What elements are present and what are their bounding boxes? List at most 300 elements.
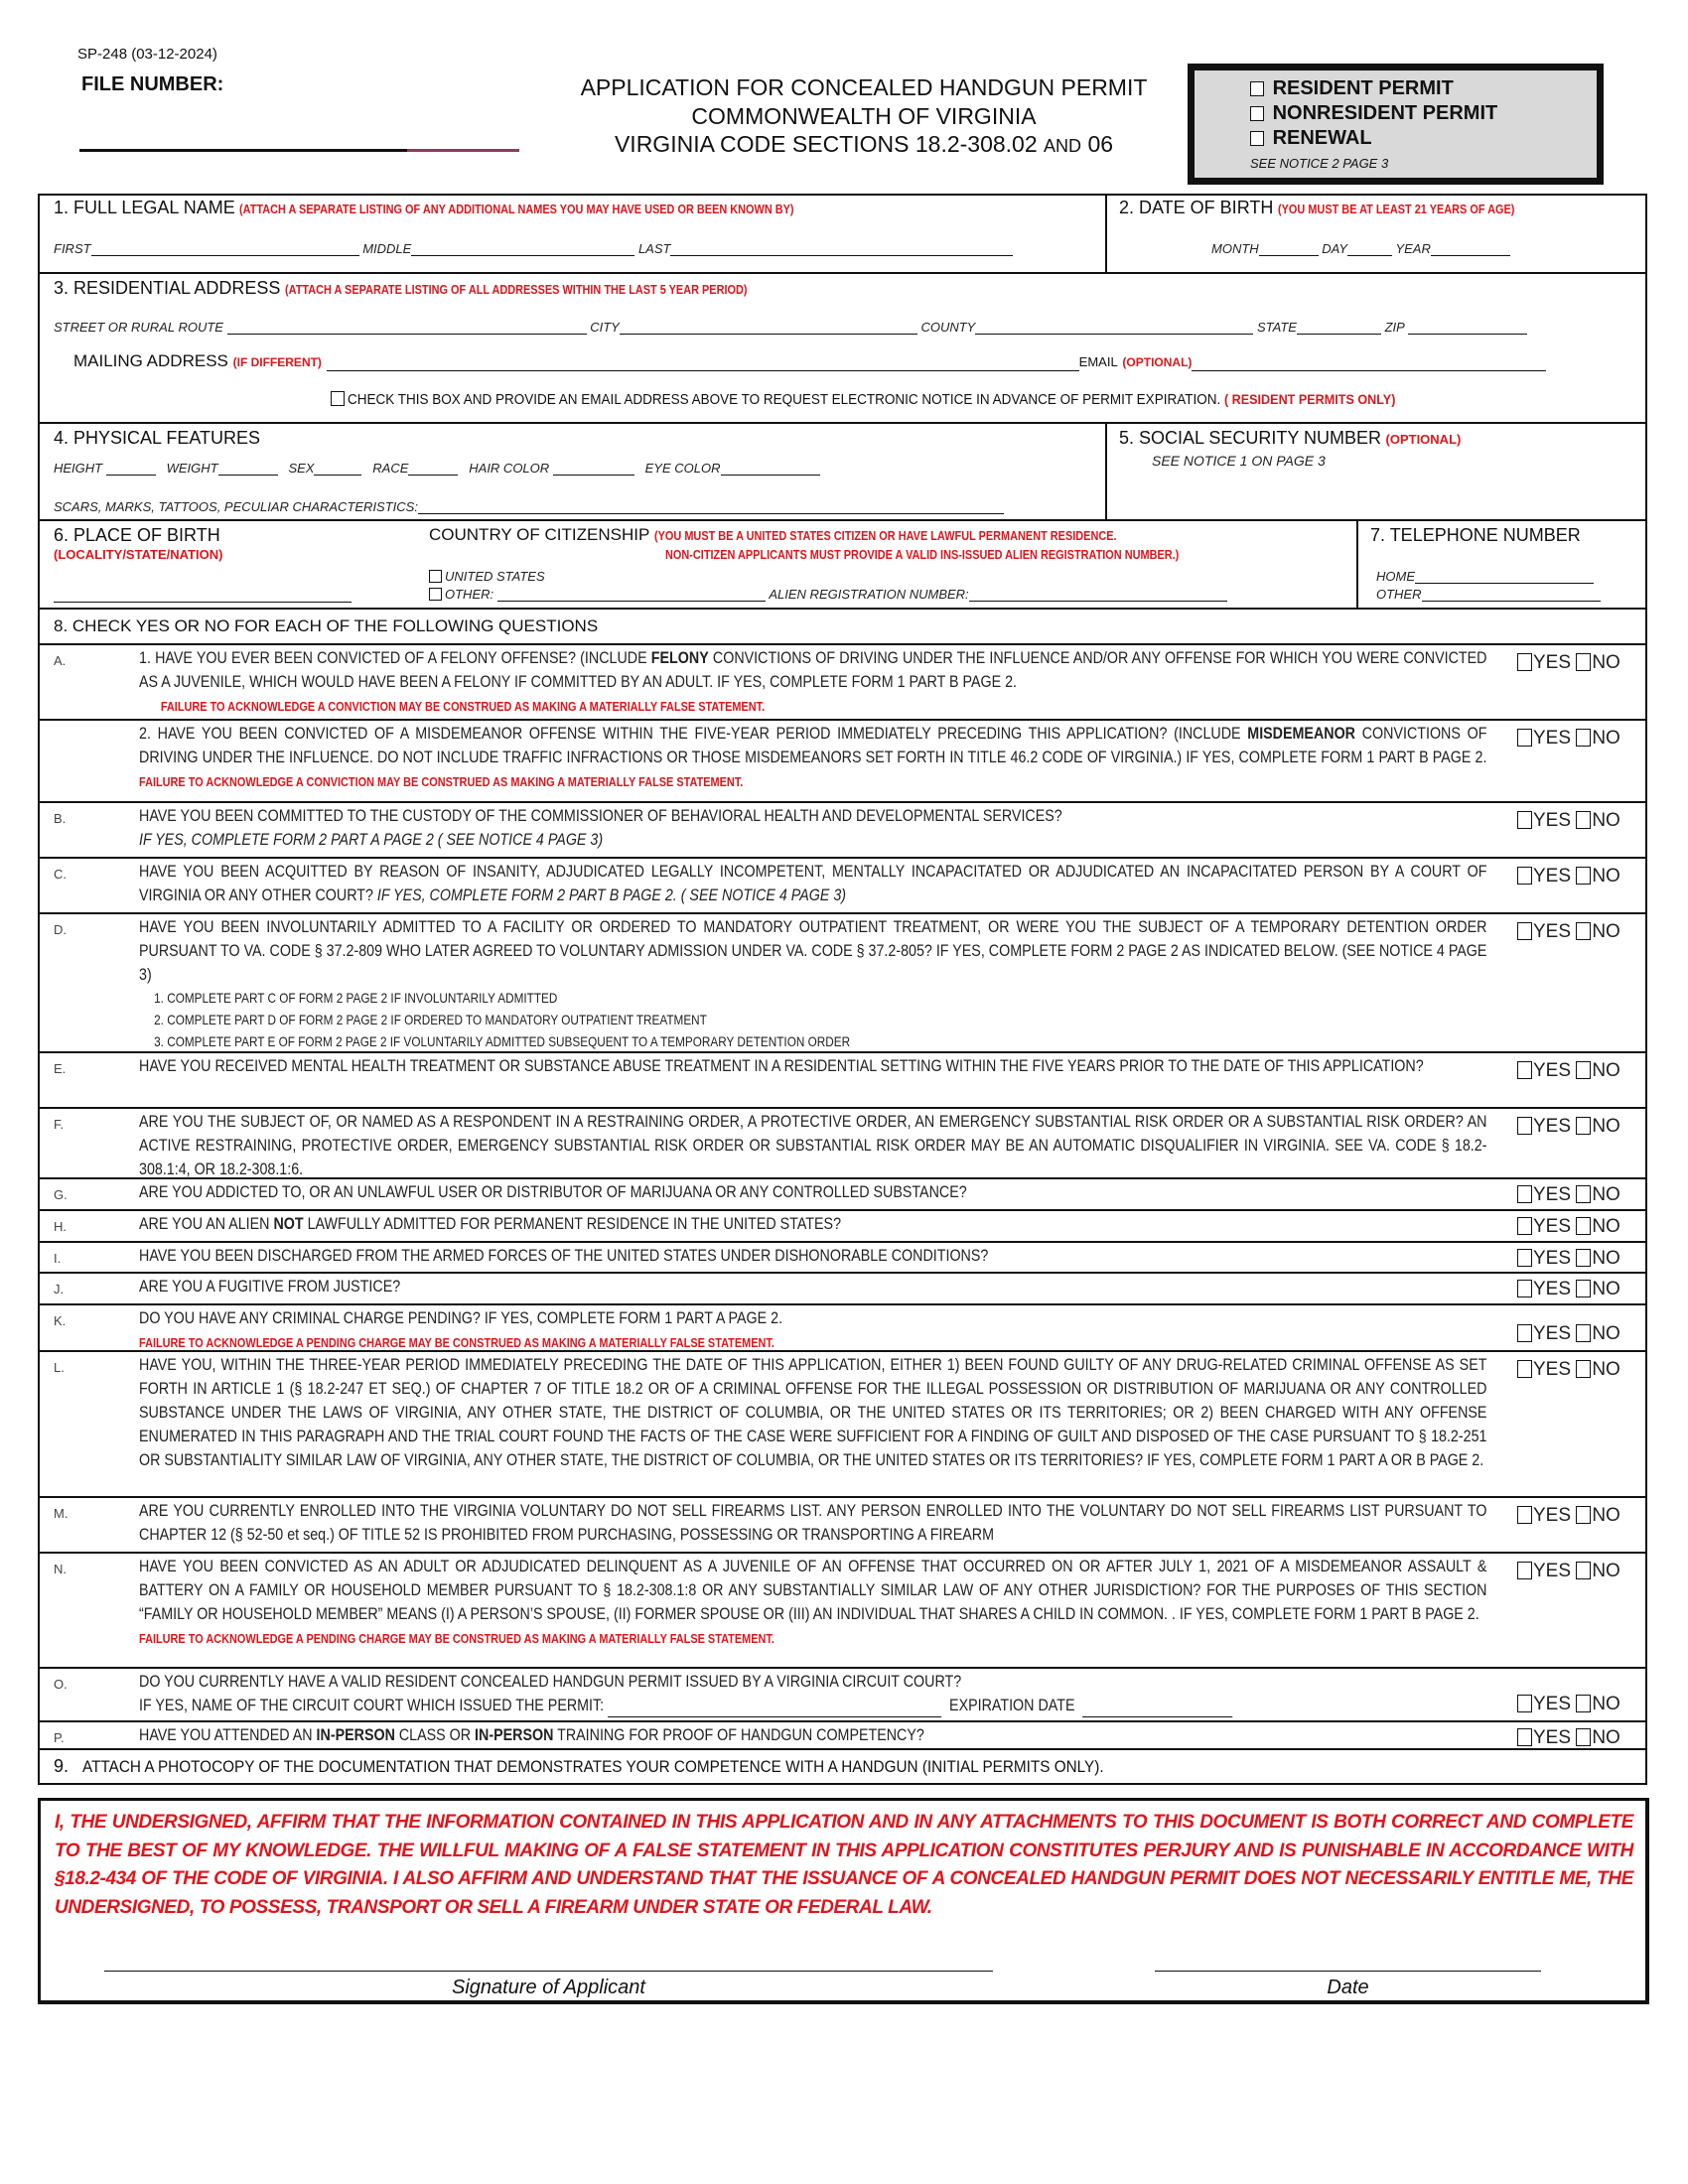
- hair-label: HAIR COLOR: [469, 461, 550, 476]
- row-address: [40, 272, 1645, 422]
- yes-checkbox[interactable]: [1517, 1061, 1532, 1079]
- question-text: 2. HAVE YOU BEEN CONVICTED OF A MISDEMEANOR OFFENSE WITHIN THE FIVE-YEAR PERIOD IMMEDIATELY PRECEDING THIS APPLICATION? (INCLUDE: [139, 724, 1248, 743]
- yes-checkbox[interactable]: [1517, 1324, 1532, 1342]
- yes-no-group: [1517, 1358, 1620, 1382]
- telephone-label: 7. TELEPHONE NUMBER: [1370, 525, 1581, 545]
- question-emphasis: MISDEMEANOR: [1247, 724, 1355, 743]
- question-letter: D.: [54, 922, 67, 937]
- no-checkbox[interactable]: [1576, 1562, 1591, 1579]
- question-text: 1. HAVE YOU EVER BEEN CONVICTED OF A FELONY OFFENSE? (INCLUDE: [139, 648, 651, 667]
- dob-label: 2. DATE OF BIRTH: [1119, 198, 1274, 217]
- no-option[interactable]: [1576, 652, 1620, 673]
- zip-field[interactable]: [1408, 321, 1527, 335]
- no-label: NO: [1592, 866, 1620, 887]
- scars-field[interactable]: [418, 500, 1004, 514]
- title-06: 06: [1087, 131, 1114, 157]
- question-letter: M.: [54, 1506, 69, 1521]
- question-f: [40, 1107, 1645, 1177]
- yes-no-group: [1517, 1059, 1620, 1083]
- question-e: [40, 1051, 1645, 1107]
- question-letter: O.: [54, 1677, 68, 1692]
- month-label: MONTH: [1211, 241, 1259, 256]
- eye-field[interactable]: [721, 462, 820, 476]
- question-text-mid: CLASS OR: [394, 1725, 476, 1744]
- question-j: [40, 1272, 1645, 1303]
- warning-note: FAILURE TO ACKNOWLEDGE A CONVICTION MAY BE CONSTRUED AS MAKING A MATERIALLY FALSE STATEMENT.: [160, 699, 766, 714]
- question-letter: I.: [54, 1251, 62, 1266]
- question-text-cont: CONVICTIONS OF DRIVING UNDER THE INFLUENCE. DO NOT INCLUDE TRAFFIC INFRACTIONS OR THOSE MISDEMEANORS SET FORTH IN TITLE 46.2 CODE OF VIRGINIA.) IF YES, COMPLETE FORM 1 PART B PAGE 2.: [139, 724, 1487, 766]
- no-option[interactable]: [1576, 866, 1620, 887]
- no-checkbox[interactable]: [1576, 1061, 1591, 1079]
- yes-label: YES: [1533, 1279, 1572, 1299]
- question-text: ARE YOU THE SUBJECT OF, OR NAMED AS A RESPONDENT IN A RESTRAINING ORDER, A PROTECTIVE ORDER, AN EMERGENCY SUBSTANTIAL RISK ORDER OR A SUBSTANTIAL RISK ORDER? AN ACTIVE RESTRAINING, PROTECTIVE ORDER, EMERGENCY SUBSTANTIAL RISK ORDER OR SUBSTANTIAL RISK ORDER MAY BE AN AUTOMATIC DISQUALIFIER IN VIRGINIA. SEE VA. CODE § 18.2-308.1:4, OR 18.2-308.1:6.: [139, 1112, 1487, 1178]
- question-l: [40, 1350, 1645, 1496]
- first-name-field[interactable]: [91, 242, 359, 256]
- yes-option[interactable]: [1517, 866, 1571, 887]
- height-field[interactable]: [106, 462, 156, 476]
- question-letter: H.: [54, 1219, 67, 1234]
- no-label: NO: [1592, 810, 1620, 831]
- checkbox[interactable]: [429, 588, 442, 601]
- eye-label: EYE COLOR: [644, 461, 721, 476]
- warning-note: FAILURE TO ACKNOWLEDGE A PENDING CHARGE MAY BE CONSTRUED AS MAKING A MATERIALLY FALSE STATEMENT.: [139, 1631, 774, 1646]
- no-option[interactable]: [1576, 1727, 1620, 1748]
- question-text: HAVE YOU BEEN ACQUITTED BY REASON OF INSANITY, ADJUDICATED LEGALLY INCOMPETENT, MENTALLY INCAPACITATED OR ADJUDICATED AN INCAPACITATED PERSON BY A COURT OF VIRGINIA OR ANY OTHER COURT?: [139, 862, 1487, 904]
- no-checkbox[interactable]: [1576, 867, 1591, 885]
- question-body: [139, 915, 1487, 1052]
- no-option[interactable]: [1576, 1279, 1620, 1299]
- weight-label: WEIGHT: [166, 461, 218, 476]
- no-label: NO: [1592, 1060, 1620, 1081]
- question-h: [40, 1209, 1645, 1241]
- other-phone-label: OTHER: [1376, 587, 1422, 602]
- no-option[interactable]: [1576, 1561, 1620, 1581]
- question-instructions: IF YES, COMPLETE FORM 2 PART B PAGE 2. ( SEE NOTICE 4 PAGE 3): [376, 886, 847, 904]
- sex-field[interactable]: [314, 462, 361, 476]
- yes-checkbox[interactable]: [1517, 1360, 1532, 1378]
- no-label: NO: [1592, 1248, 1620, 1269]
- section-9-text: ATTACH A PHOTOCOPY OF THE DOCUMENTATION THAT DEMONSTRATES YOUR COMPETENCE WITH A HANDGUN (INITIAL PERMITS ONLY).: [82, 1757, 1104, 1776]
- yes-option[interactable]: [1517, 1727, 1571, 1748]
- warning-note: FAILURE TO ACKNOWLEDGE A CONVICTION MAY BE CONSTRUED AS MAKING A MATERIALLY FALSE STATEMENT.: [139, 774, 744, 789]
- question-letter: K.: [54, 1313, 67, 1328]
- no-label: NO: [1592, 1359, 1620, 1380]
- yes-no-group: [1517, 1560, 1620, 1583]
- yes-checkbox[interactable]: [1517, 1217, 1532, 1235]
- yes-checkbox[interactable]: [1517, 1728, 1532, 1746]
- citizenship-label: COUNTRY OF CITIZENSHIP: [429, 525, 650, 544]
- birthplace-field[interactable]: [54, 593, 352, 603]
- year-field[interactable]: [1431, 242, 1510, 256]
- no-label: NO: [1592, 1279, 1620, 1299]
- yes-label: YES: [1533, 728, 1572, 749]
- signature-line[interactable]: [104, 1971, 993, 1972]
- form-id: SP-248 (03-12-2024): [77, 46, 217, 63]
- no-label: NO: [1592, 728, 1620, 749]
- no-checkbox[interactable]: [1576, 729, 1591, 747]
- yes-checkbox[interactable]: [1517, 1280, 1532, 1297]
- yes-option[interactable]: [1517, 921, 1571, 942]
- ssn-note: (OPTIONAL): [1385, 432, 1462, 447]
- home-phone-field[interactable]: [1415, 570, 1594, 584]
- date-label: Date: [1327, 1977, 1369, 1998]
- label: NONRESIDENT PERMIT: [1272, 102, 1498, 124]
- no-checkbox[interactable]: [1576, 653, 1591, 671]
- checkbox[interactable]: [1250, 81, 1264, 96]
- question-i: [40, 1241, 1645, 1272]
- question-instructions: IF YES, COMPLETE FORM 2 PART A PAGE 2 ( SEE NOTICE 4 PAGE 3): [139, 830, 604, 849]
- other-option[interactable]: [429, 587, 1227, 602]
- yes-option[interactable]: [1517, 1505, 1571, 1526]
- first-label: FIRST: [54, 241, 91, 256]
- us-option[interactable]: [429, 569, 545, 584]
- yes-option[interactable]: [1517, 1694, 1571, 1714]
- question-body: [139, 860, 1487, 907]
- question-body: [139, 646, 1487, 719]
- checkbox[interactable]: [1250, 131, 1264, 146]
- yes-no-group: [1517, 1115, 1620, 1139]
- city-field[interactable]: [620, 321, 917, 335]
- no-checkbox[interactable]: [1576, 1324, 1591, 1342]
- question-body: [139, 1275, 1487, 1298]
- state-field[interactable]: [1297, 321, 1381, 335]
- yes-checkbox[interactable]: [1517, 922, 1532, 940]
- yes-option[interactable]: [1517, 1184, 1571, 1205]
- yes-option[interactable]: [1517, 810, 1571, 831]
- no-option[interactable]: [1576, 810, 1620, 831]
- checkbox[interactable]: [429, 570, 442, 583]
- no-option[interactable]: [1576, 921, 1620, 942]
- full-name-note: (ATTACH A SEPARATE LISTING OF ANY ADDITIONAL NAMES YOU MAY HAVE USED OR BEEN KNOWN BY): [239, 202, 794, 216]
- other-phone-field[interactable]: [1422, 588, 1601, 602]
- title-line-1: APPLICATION FOR CONCEALED HANDGUN PERMIT: [580, 74, 1148, 100]
- physical-fields: [54, 461, 820, 476]
- mailing-note: (IF DIFFERENT): [232, 355, 322, 369]
- warning-note: FAILURE TO ACKNOWLEDGE A PENDING CHARGE MAY BE CONSTRUED AS MAKING A MATERIALLY FALSE STATEMENT.: [139, 1335, 774, 1350]
- question-text: DO YOU CURRENTLY HAVE A VALID RESIDENT CONCEALED HANDGUN PERMIT ISSUED BY A VIRGINIA CIRCUIT COURT?: [139, 1672, 962, 1691]
- question-letter: E.: [54, 1061, 67, 1076]
- yes-label: YES: [1533, 652, 1572, 673]
- court-name-label: IF YES, NAME OF THE CIRCUIT COURT WHICH ISSUED THE PERMIT:: [139, 1696, 605, 1714]
- no-checkbox[interactable]: [1576, 1217, 1591, 1235]
- question-body: [139, 1212, 1487, 1236]
- no-label: NO: [1592, 1505, 1620, 1526]
- mailing-label: MAILING ADDRESS: [73, 351, 228, 370]
- no-checkbox[interactable]: [1576, 811, 1591, 829]
- question-letter: L.: [54, 1360, 65, 1375]
- day-field[interactable]: [1347, 242, 1392, 256]
- question-letter: J.: [54, 1282, 65, 1297]
- yes-checkbox[interactable]: [1517, 1695, 1532, 1712]
- question-body: [139, 804, 1487, 852]
- scars-label: SCARS, MARKS, TATTOOS, PECULIAR CHARACTERISTICS:: [54, 499, 418, 514]
- last-name-field[interactable]: [670, 242, 1013, 256]
- yes-checkbox[interactable]: [1517, 653, 1532, 671]
- no-checkbox[interactable]: [1576, 1728, 1591, 1746]
- question-body: [139, 1670, 1487, 1717]
- yes-label: YES: [1533, 1727, 1572, 1748]
- question-text: HAVE YOU RECEIVED MENTAL HEALTH TREATMENT OR SUBSTANCE ABUSE TREATMENT IN A RESIDENTIAL SETTING WITHIN THE FIVE YEARS PRIOR TO THE DATE OF THIS APPLICATION?: [139, 1056, 1424, 1075]
- ssn-notice: SEE NOTICE 1 ON PAGE 3: [1152, 453, 1326, 469]
- question-body: [139, 1723, 1487, 1747]
- affirmation-text: I, THE UNDERSIGNED, AFFIRM THAT THE INFORMATION CONTAINED IN THIS APPLICATION AND IN ANY ATTACHMENTS TO THIS DOCUMENT IS BOTH CORRECT AND COMPLETE TO THE BEST OF MY KNOWLEDGE. THE WILLFUL MAKING OF A FALSE STATEMENT IN THIS APPLICATION CONSTITUTES PERJURY AND IS PUNISHABLE IN ACCORDANCE WITH §18.2-434 OF THE CODE OF VIRGINIA. I ALSO AFFIRM AND UNDERSTAND THAT THE ISSUANCE OF A CONCEALED HANDGUN PERMIT DOES NOT NECESSARILY ENTITLE ME, THE UNDERSIGNED, TO POSSESS, TRANSPORT OR SELL A FIREARM UNDER STATE OR FEDERAL LAW.: [55, 1812, 1633, 1918]
- no-checkbox[interactable]: [1576, 1185, 1591, 1203]
- no-option[interactable]: [1576, 1216, 1620, 1237]
- citizenship-note-1: (YOU MUST BE A UNITED STATES CITIZEN OR HAVE LAWFUL PERMANENT RESIDENCE.: [653, 528, 1117, 543]
- court-name-field[interactable]: [608, 1704, 941, 1717]
- mailing-address-field[interactable]: [327, 357, 1079, 371]
- electronic-notice-note: ( RESIDENT PERMITS ONLY): [1223, 391, 1396, 407]
- dob-note: (YOU MUST BE AT LEAST 21 YEARS OF AGE): [1277, 202, 1515, 216]
- no-label: NO: [1592, 1727, 1620, 1748]
- yes-label: YES: [1533, 1505, 1572, 1526]
- label: RESIDENT PERMIT: [1272, 77, 1454, 99]
- no-option[interactable]: [1576, 1060, 1620, 1081]
- no-label: NO: [1592, 921, 1620, 942]
- yes-label: YES: [1533, 1561, 1572, 1581]
- yes-checkbox[interactable]: [1517, 1506, 1532, 1524]
- yes-no-group: [1517, 809, 1620, 833]
- yes-option[interactable]: [1517, 1279, 1571, 1299]
- checkbox[interactable]: [1250, 106, 1264, 121]
- question-letter: B.: [54, 811, 67, 826]
- yes-option[interactable]: [1517, 1216, 1571, 1237]
- no-option[interactable]: [1576, 1248, 1620, 1269]
- no-option[interactable]: [1576, 1184, 1620, 1205]
- label: RENEWAL: [1272, 127, 1372, 149]
- row-9: [40, 1748, 1645, 1786]
- state-label: STATE: [1256, 320, 1297, 335]
- question-body: [139, 1110, 1487, 1181]
- expiration-field[interactable]: [1082, 1704, 1232, 1717]
- question-emphasis: FELONY: [650, 648, 709, 667]
- question-body: [139, 1180, 1487, 1204]
- citizenship-note-2: NON-CITIZEN APPLICANTS MUST PROVIDE A VALID INS-ISSUED ALIEN REGISTRATION NUMBER.): [665, 547, 1180, 562]
- hair-field[interactable]: [553, 462, 634, 476]
- yes-checkbox[interactable]: [1517, 1185, 1532, 1203]
- yes-no-group: [1517, 1726, 1620, 1750]
- day-label: DAY: [1322, 241, 1348, 256]
- no-option[interactable]: [1576, 1359, 1620, 1380]
- no-label: NO: [1592, 1216, 1620, 1237]
- question-text-end: TRAINING FOR PROOF OF HANDGUN COMPETENCY?: [553, 1725, 924, 1744]
- no-option[interactable]: [1576, 1116, 1620, 1137]
- permit-renewal[interactable]: [1250, 126, 1597, 151]
- expiration-label: EXPIRATION DATE: [949, 1696, 1075, 1714]
- yes-no-group: [1517, 1247, 1620, 1271]
- yes-no-group: [1517, 1504, 1620, 1528]
- yes-option[interactable]: [1517, 652, 1571, 673]
- question-text: HAVE YOU BEEN COMMITTED TO THE CUSTODY OF THE COMMISSIONER OF BEHAVIORAL HEALTH AND DEVELOPMENTAL SERVICES?: [139, 806, 1062, 825]
- question-body: [139, 1244, 1487, 1268]
- no-option[interactable]: [1576, 1694, 1620, 1714]
- address-label: 3. RESIDENTIAL ADDRESS: [54, 278, 281, 298]
- questions-header: [40, 608, 1645, 643]
- question-d: [40, 912, 1645, 1051]
- question-text: HAVE YOU BEEN INVOLUNTARILY ADMITTED TO A FACILITY OR ORDERED TO MANDATORY OUTPATIENT TREATMENT, OR WERE YOU THE SUBJECT OF A TEMPORARY DETENTION ORDER PURSUANT TO VA. CODE § 37.2-809 WHO LATER AGREED TO VOLUNTARY ADMISSION UNDER VA. CODE § 37.2-805? IF YES, COMPLETE FORM 2 PAGE 2 AS INDICATED BELOW. (SEE NOTICE 4 PAGE 3): [139, 917, 1487, 984]
- question-text: HAVE YOU BEEN CONVICTED AS AN ADULT OR ADJUDICATED DELINQUENT AS A JUVENILE OF AN OFFENSE THAT OCCURRED ON OR AFTER JULY 1, 2021 OF A MISDEMEANOR ASSAULT & BATTERY ON A FAMILY OR HOUSEHOLD MEMBER PURSUANT TO § 18.2-308.1:8 OR ANY SUBSTANTIALLY SIMILAR LAW OF ANY OTHER JURISDICTION? FOR THE PURPOSES OF THIS SECTION “FAMILY OR HOUSEHOLD MEMBER” MEANS (I) A PERSON’S SPOUSE, (II) FORMER SPOUSE OR (III) AN INDIVIDUAL THAT SHARES A CHILD IN COMMON. . IF YES, COMPLETE FORM 1 PART B PAGE 2.: [139, 1557, 1487, 1623]
- yes-no-group: [1517, 727, 1620, 751]
- question-letter: A.: [54, 653, 67, 668]
- electronic-notice-text: CHECK THIS BOX AND PROVIDE AN EMAIL ADDRESS ABOVE TO REQUEST ELECTRONIC NOTICE IN ADVANCE OF PERMIT EXPIRATION.: [348, 391, 1221, 408]
- label: UNITED STATES: [445, 569, 545, 584]
- electronic-notice-checkbox[interactable]: [331, 391, 345, 406]
- date-line[interactable]: [1155, 1971, 1541, 1972]
- yes-checkbox[interactable]: [1517, 1562, 1532, 1579]
- no-label: NO: [1592, 1561, 1620, 1581]
- question-body: [139, 1353, 1487, 1472]
- yes-option[interactable]: [1517, 1248, 1571, 1269]
- yes-checkbox[interactable]: [1517, 1117, 1532, 1135]
- question-text-cont: CONVICTIONS OF DRIVING UNDER THE INFLUENCE AND/OR ANY OFFENSE FOR WHICH YOU WERE CONVICTED AS A JUVENILE, WHICH WOULD HAVE BEEN A FELONY IF COMMITTED BY AN ADULT. IF YES, COMPLETE FORM 1 PART B PAGE 2.: [139, 648, 1487, 691]
- question-text: HAVE YOU BEEN DISCHARGED FROM THE ARMED FORCES OF THE UNITED STATES UNDER DISHONORABLE CONDITIONS?: [139, 1246, 989, 1265]
- height-label: HEIGHT: [54, 461, 103, 476]
- yes-label: YES: [1533, 921, 1572, 942]
- address-fields: [54, 320, 1527, 335]
- questions-title: 8. CHECK YES OR NO FOR EACH OF THE FOLLOWING QUESTIONS: [54, 616, 599, 635]
- question-text: ARE YOU AN ALIEN: [139, 1214, 274, 1233]
- middle-name-field[interactable]: [411, 242, 634, 256]
- question-a2: [40, 719, 1645, 801]
- race-label: RACE: [372, 461, 409, 476]
- no-label: NO: [1592, 1184, 1620, 1205]
- no-checkbox[interactable]: [1576, 1695, 1591, 1712]
- question-g: [40, 1177, 1645, 1209]
- question-k: [40, 1303, 1645, 1350]
- no-checkbox[interactable]: [1576, 1249, 1591, 1267]
- emphasis: IN-PERSON: [316, 1725, 395, 1744]
- yes-label: YES: [1533, 1694, 1572, 1714]
- label: OTHER:: [445, 587, 494, 602]
- yes-option[interactable]: [1517, 1116, 1571, 1137]
- question-body: [139, 1054, 1487, 1078]
- no-checkbox[interactable]: [1576, 922, 1591, 940]
- month-field[interactable]: [1259, 242, 1319, 256]
- yes-checkbox[interactable]: [1517, 867, 1532, 885]
- question-n: [40, 1552, 1645, 1667]
- permit-type-box: [1188, 64, 1604, 185]
- other-country-field[interactable]: [497, 588, 766, 602]
- yes-no-group: [1517, 1278, 1620, 1301]
- no-label: NO: [1592, 1116, 1620, 1137]
- street-field[interactable]: [227, 321, 587, 335]
- no-option[interactable]: [1576, 1323, 1620, 1344]
- yes-label: YES: [1533, 1060, 1572, 1081]
- no-checkbox[interactable]: [1576, 1360, 1591, 1378]
- alien-number-field[interactable]: [969, 588, 1227, 602]
- file-number-line[interactable]: [79, 149, 407, 152]
- name-fields: [54, 241, 1013, 256]
- home-phone-label: HOME: [1376, 569, 1415, 584]
- electronic-notice-row[interactable]: [331, 391, 1512, 408]
- year-label: YEAR: [1395, 241, 1431, 256]
- yes-no-group: [1517, 651, 1620, 675]
- instruction-item: 2. COMPLETE PART D OF FORM 2 PAGE 2 IF ORDERED TO MANDATORY OUTPATIENT TREATMENT: [154, 1012, 707, 1027]
- title-and: AND: [1044, 136, 1082, 156]
- middle-label: MIDDLE: [362, 241, 412, 256]
- question-text: HAVE YOU, WITHIN THE THREE-YEAR PERIOD IMMEDIATELY PRECEDING THE DATE OF THIS APPLICATION, EITHER 1) BEEN FOUND GUILTY OF ANY DRUG-RELATED CRIMINAL OFFENSE AS SET FORTH IN ARTICLE 1 (§ 18.2-247 ET SEQ.) OF CHAPTER 7 OF TITLE 18.2 OR OF A CRIMINAL OFFENSE FOR THE ILLEGAL POSSESSION OR DISTRIBUTION OF MARIJUANA OR ANY CONTROLLED SUBSTANCE UNDER THE LAWS OF VIRGINIA, ANY OTHER STATE, THE DISTRICT OF COLUMBIA, OR THE UNITED STATES OR ITS TERRITORIES; OR 2) BEEN CHARGED WITH ANY OFFENSE ENUMERATED IN THIS PARAGRAPH AND THE TRIAL COURT FOUND THE FACTS OF THE CASE WERE SUFFICIENT FOR A FINDING OF GUILT AND DISPOSED OF THE CASE PURSUANT TO § 18.2-251 OR SUBSTANTIALITY SIMILAR LAW OF VIRGINIA, ANY OTHER STATE, THE DISTRICT OF COLUMBIA, OR THE UNITED STATES OR ITS TERRITORIES? IF YES, COMPLETE FORM 1 PART A OR B PAGE 2.: [139, 1355, 1487, 1469]
- signature-label: Signature of Applicant: [452, 1977, 645, 1998]
- title-line-2: COMMONWEALTH OF VIRGINIA: [691, 102, 1037, 129]
- no-option[interactable]: [1576, 1505, 1620, 1526]
- sex-label: SEX: [288, 461, 315, 476]
- question-text-cont: LAWFULLY ADMITTED FOR PERMANENT RESIDENCE IN THE UNITED STATES?: [303, 1214, 842, 1233]
- question-text: ARE YOU A FUGITIVE FROM JUSTICE?: [139, 1277, 401, 1296]
- affirmation-box: [38, 1798, 1649, 2004]
- yes-no-group: [1517, 1215, 1620, 1239]
- email-label: EMAIL: [1078, 354, 1118, 369]
- last-label: LAST: [637, 241, 671, 256]
- instruction-item: 3. COMPLETE PART E OF FORM 2 PAGE 2 IF VOLUNTARILY ADMITTED SUBSEQUENT TO A TEMPORARY DETENTION ORDER: [154, 1033, 851, 1049]
- yes-label: YES: [1533, 1359, 1572, 1380]
- title-line-3: [536, 130, 1192, 161]
- yes-label: YES: [1533, 810, 1572, 831]
- instruction-item: 1. COMPLETE PART C OF FORM 2 PAGE 2 IF INVOLUNTARILY ADMITTED: [154, 990, 558, 1006]
- birthplace-label: 6. PLACE OF BIRTH: [54, 525, 220, 545]
- yes-no-group: [1517, 865, 1620, 888]
- no-checkbox[interactable]: [1576, 1117, 1591, 1135]
- city-label: CITY: [590, 320, 620, 335]
- question-body: [139, 722, 1487, 794]
- yes-label: YES: [1533, 1248, 1572, 1269]
- permit-nonresident[interactable]: [1250, 101, 1597, 126]
- yes-checkbox[interactable]: [1517, 1249, 1532, 1267]
- yes-option[interactable]: [1517, 1323, 1571, 1344]
- file-number-line-end: [407, 149, 519, 152]
- emphasis: IN-PERSON: [475, 1725, 554, 1744]
- yes-option[interactable]: [1517, 1359, 1571, 1380]
- email-field[interactable]: [1192, 357, 1546, 371]
- no-checkbox[interactable]: [1576, 1280, 1591, 1297]
- yes-no-group: [1517, 1693, 1620, 1716]
- yes-option[interactable]: [1517, 1561, 1571, 1581]
- question-c: [40, 857, 1645, 912]
- question-body: [139, 1306, 1487, 1355]
- scars-row: [54, 499, 1004, 514]
- row-birth-citizenship: [40, 519, 1645, 608]
- county-field[interactable]: [975, 321, 1253, 335]
- yes-option[interactable]: [1517, 1060, 1571, 1081]
- race-field[interactable]: [408, 462, 458, 476]
- yes-no-group: [1517, 1183, 1620, 1207]
- yes-option[interactable]: [1517, 728, 1571, 749]
- question-a1: [40, 643, 1645, 719]
- yes-checkbox[interactable]: [1517, 811, 1532, 829]
- question-letter: C.: [54, 867, 67, 882]
- full-name-label: 1. FULL LEGAL NAME: [54, 198, 235, 217]
- weight-field[interactable]: [218, 462, 278, 476]
- alien-label: ALIEN REGISTRATION NUMBER:: [769, 587, 969, 602]
- file-number-label: FILE NUMBER:: [81, 73, 224, 95]
- yes-label: YES: [1533, 1116, 1572, 1137]
- no-checkbox[interactable]: [1576, 1506, 1591, 1524]
- yes-checkbox[interactable]: [1517, 729, 1532, 747]
- no-option[interactable]: [1576, 728, 1620, 749]
- no-label: NO: [1592, 1323, 1620, 1344]
- question-text: ARE YOU CURRENTLY ENROLLED INTO THE VIRGINIA VOLUNTARY DO NOT SELL FIREARMS LIST. ANY PERSON ENROLLED INTO THE VOLUNTARY DO NOT SELL FIREARMS LIST PURSUANT TO CHAPTER 12 (§ 52-50 et seq.) OF TITLE 52 IS PROHIBITED FROM PURCHASING, POSSESSING OR TRANSPORTING A FIREARM: [139, 1501, 1487, 1544]
- yes-label: YES: [1533, 866, 1572, 887]
- question-o: [40, 1667, 1645, 1720]
- question-letter: G.: [54, 1187, 68, 1202]
- question-body: [139, 1555, 1487, 1651]
- row-name-dob: [40, 194, 1645, 272]
- email-note: (OPTIONAL): [1122, 355, 1193, 369]
- no-label: NO: [1592, 652, 1620, 673]
- permit-resident[interactable]: [1250, 76, 1597, 101]
- yes-no-group: [1517, 1322, 1620, 1346]
- question-text: DO YOU HAVE ANY CRIMINAL CHARGE PENDING? IF YES, COMPLETE FORM 1 PART A PAGE 2.: [139, 1308, 783, 1327]
- yes-label: YES: [1533, 1216, 1572, 1237]
